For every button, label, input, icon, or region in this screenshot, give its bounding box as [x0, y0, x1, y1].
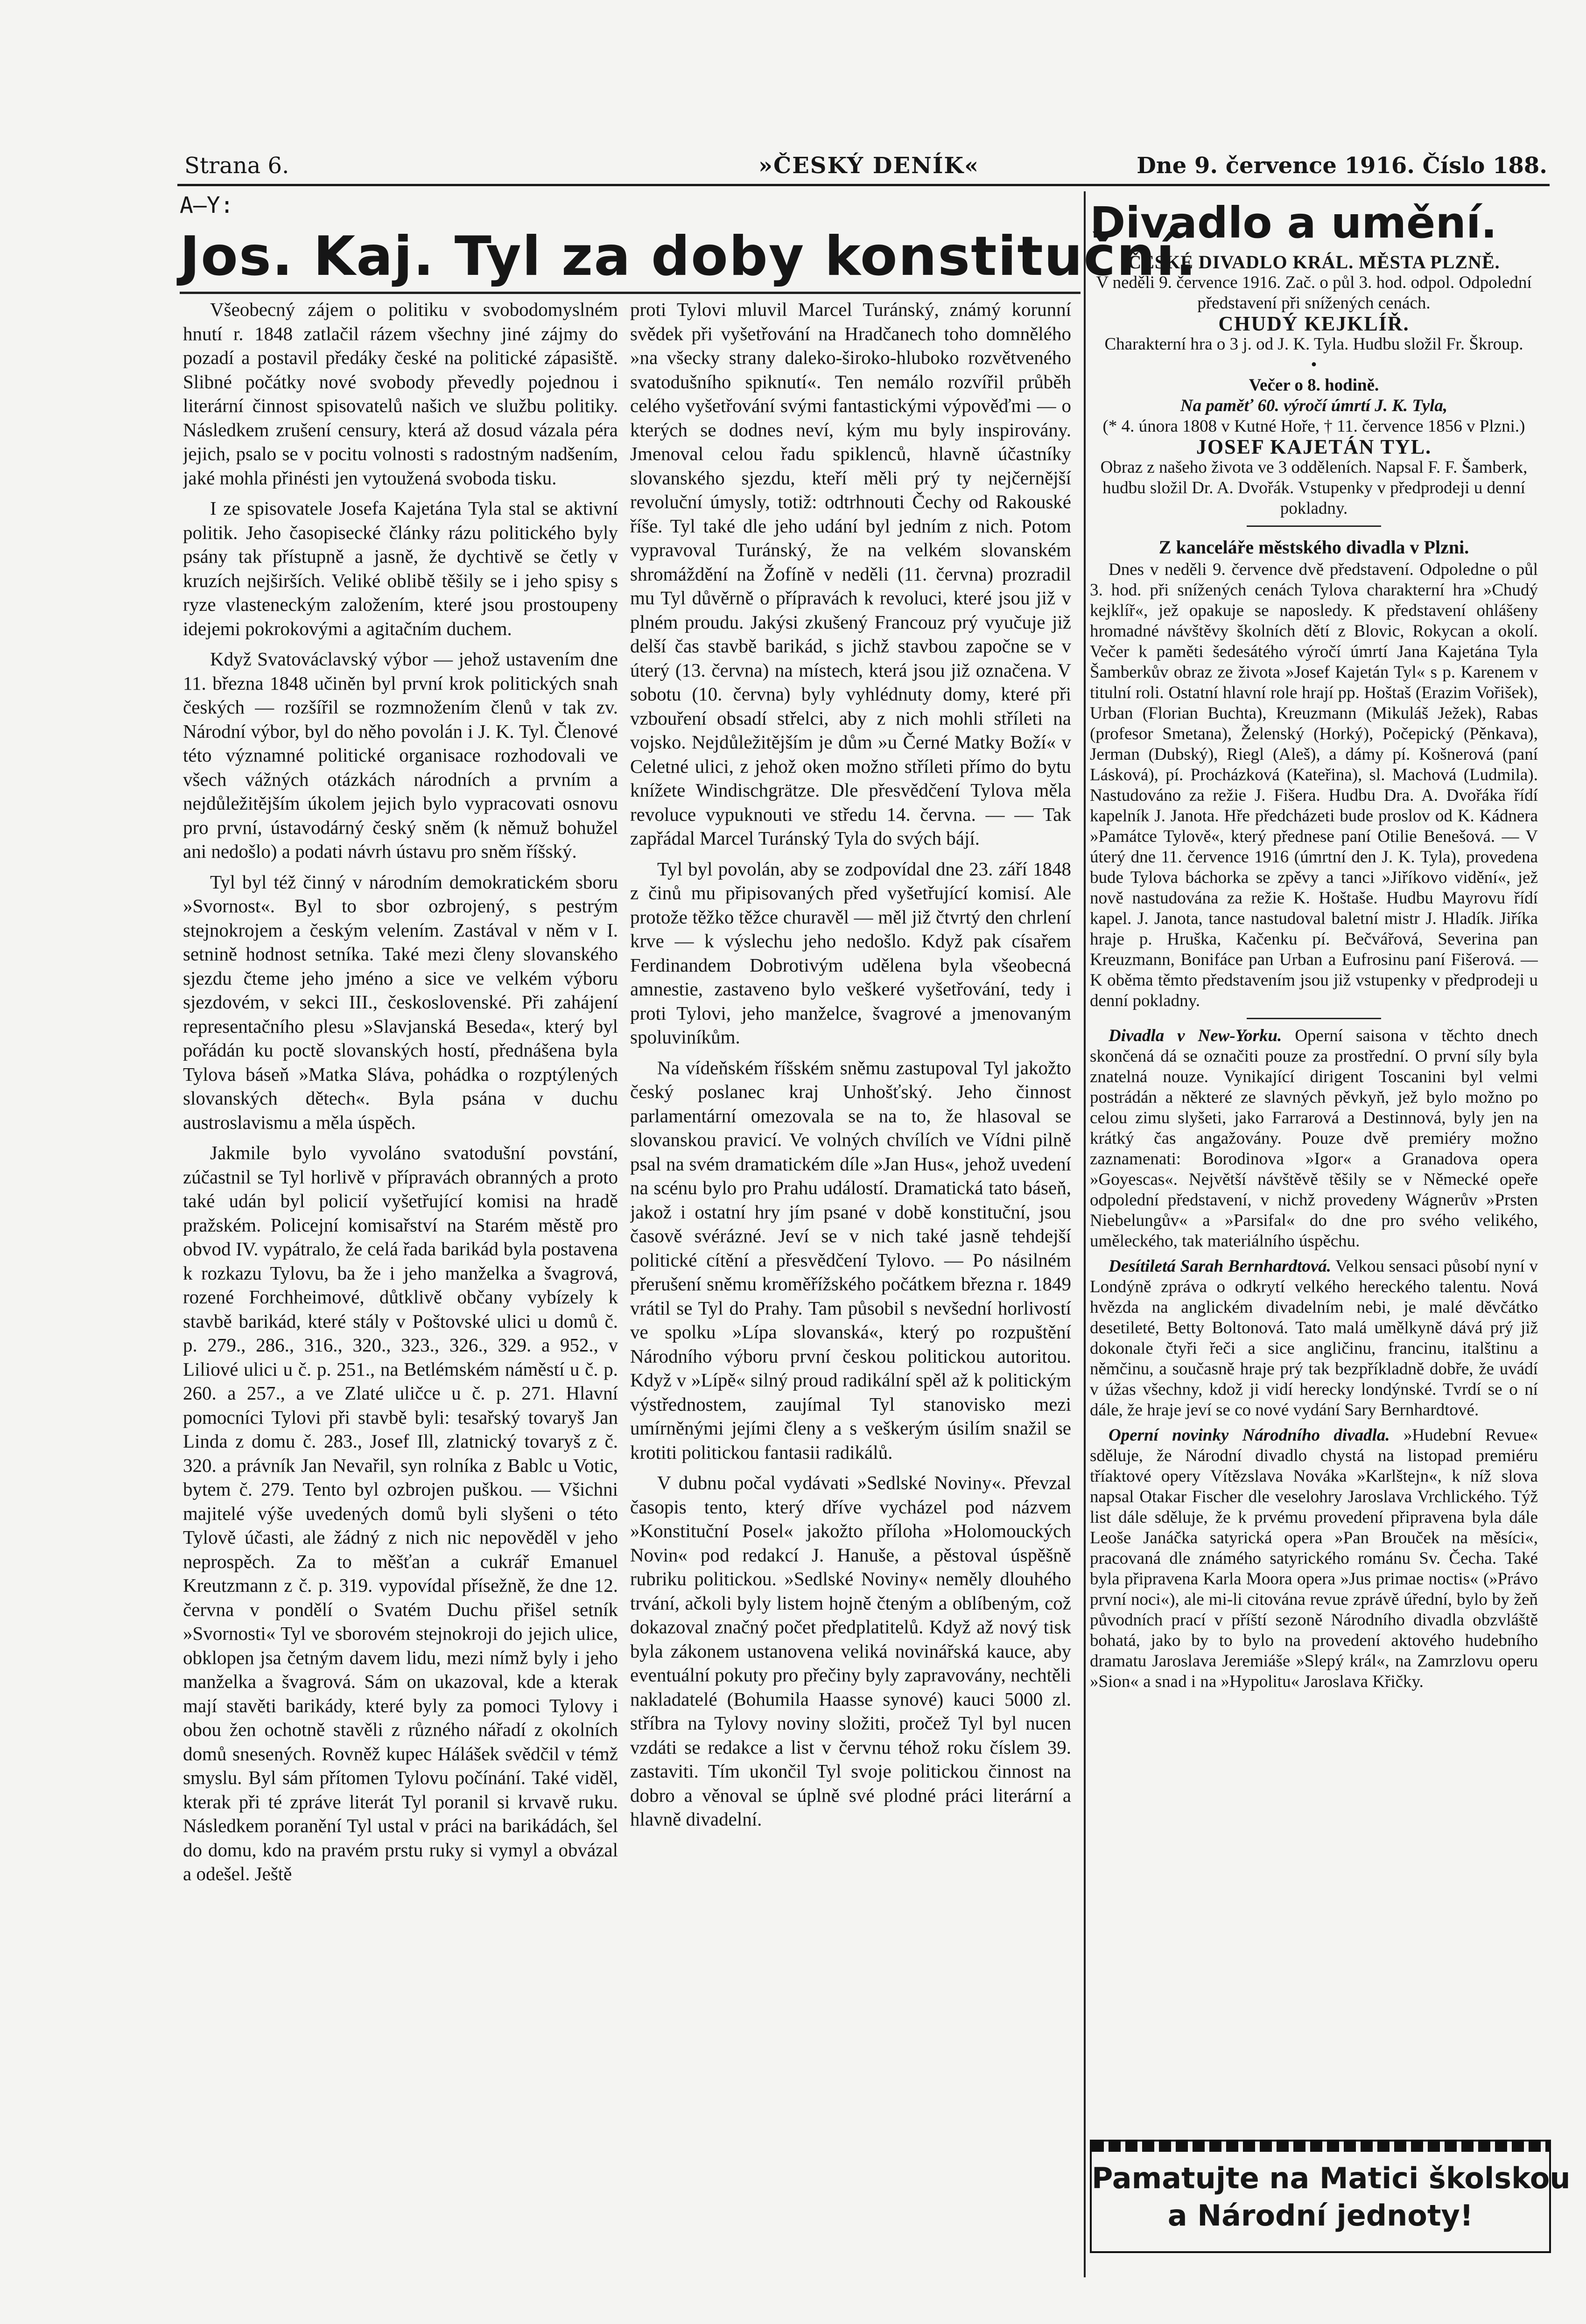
sarah-text: Velkou sensaci působí nyní v Londýně zpráva o odkrytí velkého hereckého talentu. Nová hvězda na anglickém divadelním nebi, je malé děvčátko desetileté, Betty Boltonová. Tato malá umělkyně dává prý již dokonale čtyři řeči a sice angličinu, francinu, italštinu a němčinu, a současně hraje prý tak bezpříkladně dobře, že uvádí v úžas všechny, kdož ji vidí herecky londýnské. Tvrdí se o ní dále, že hraje jeví se co nové vydání Sary Bernhardtové.	[1090, 1257, 1538, 1420]
issue-date: Dne 9. července 1916. Číslo 188.	[1137, 153, 1547, 179]
newspaper-name: »ČESKÝ DENÍK«	[758, 153, 980, 179]
paragraph: V dubnu počal vydávati »Sedlské Noviny«. Převzal časopis tento, který dříve vycházel pod názvem »Konstituční Posel« jakožto příloha »Holomouckých Novin« pod redakcí J. Hanuše, a pěstoval úspěšně rubriku politickou. »Sedlské Noviny« neměly dlouhého trvání, ačkoli byly listem hojně čteným a oblíbeným, což dokazoval značný počet předplatitelů. Když až nový tisk byla zákonem ustanovena veliká novinářská kauce, aby eventuální pokuty pro přečiny byly zapravovány, nechtěli nakladatelé (Bohumila Haasse synové) kauci 5000 zl. stříbra na Tylovy noviny složiti, pročež Tyl byl nucen vzdáti se redakce a list v červnu téhož roku číslem 39. zastaviti. Tím ukončil Tyl svoje politickou činnost na dobro a věnoval se úplně své plodné práci literární a hlavně divadelní.	[630, 1472, 1071, 1830]
sarah-notice	[1090, 1256, 1538, 1421]
culture-column	[1090, 252, 1538, 2025]
opera-text: »Hudební Revue« sděluje, že Národní divadlo chystá na listopad premiéru tříaktové opery Vítězslava Nováka »Karlštejn«, k níž slova napsal Otakar Fischer dle veselohry Jaroslava Vrchlického. Týž list dále sděluje, že k prvému provedení připravena byla dále Leoše Janáčka satyrická opera »Pan Brouček na měsíci«, pracovaná dle známého satyrického románu Sv. Čecha. Také byla připravena Karla Moora opera »Jus primae noctis« (»Právo první noci«), ale mi-li citována revue zprávě úřední, bylo by žeň původních prací v příští sezoně Národního divadla obzvláště bohatá, jako by to bylo na provedení aktového hudebního dramatu Jaroslava Jeremiáše »Slepý král«, na Zamrzlovu operu »Sion« a snad i na »Hypolitu« Jaroslava Křičky.	[1090, 1426, 1538, 1691]
play-title: CHUDÝ KEJKLÍŘ.	[1218, 312, 1410, 335]
paragraph: Všeobecný zájem o politiku v svobodomyslném hnutí r. 1848 zatlačil rázem všechny jiné zájmy do pozadí a postavil předáky české na politické zápasiště. Slibné počátky nové svobody převedly pojednou i literární činnost spisovatelů našich ve službu politiky. Následkem zrušení censury, která až dosud vázala péra jejich, psalo se v pocitu volnosti s radostným nadšením, jaké mohla přinésti jen vytoužená svoboda tisku.	[183, 299, 618, 489]
culture-section-title: Divadlo a umění.	[1090, 198, 1497, 248]
office-text: Dnes v neděli 9. července dvě představení. Odpoledne o půl 3. hod. při snížených cenách Tylova charakterní hra »Chudý kejklíř«, jež opakuje se naposledy. K představení ohlášeny hromadné návštěvy školních dětí z Blovic, Rokycan a okolí. Večer k paměti šedesátého výročí úmrtí Jana Kajetána Tyla Šamberkův obraz ze života »Josef Kajetán Tyl« s p. Karenem v titulní roli. Ostatní hlavní role hrají pp. Hoštaš (Erazim Vořišek), Urban (Florian Buchta), Kreuzmann (Mikuláš Ježek), Rabas (profesor Smetana), Želenský (Horký), Počepický (Pěnkava), Jerman (Dubský), Riegl (Aleš), a dámy pí. Košnerová (paní Lásková), pí. Procházková (Kateřina), sl. Machová (Ludmila). Nastudováno za režie J. Fišera. Hudbu Dra. A. Dvořáka řídí kapelník J. Janota. Hře předcházeti bude proslov od K. Kádnera »Památce Tylově«, který přednese paní Otilie Benešová. — V úterý dne 11. července 1916 (úmrtní den J. K. Tyla), provedena bude Tylova báchorka se zpěvy a tanci »Jiříkovo vidění«, jež nově nastudována za režie K. Hoštaše. Hudbu Mayrovu řídí kapel. J. Janota, tance nastudoval baletní mistr J. Hladík. Jiříka hraje p. Hruška, Kačenku pí. Bečvářová, Severina pan Kreuzmann, Bonifáce pan Urban a Eufrosinu paní Fišerová. — K oběma těmto představením jsou již vstupenky v předprodeji u denní pokladny.	[1090, 560, 1538, 1010]
page-number: Strana 6.	[184, 153, 289, 179]
title-rule	[180, 292, 1081, 294]
separator	[1247, 525, 1381, 527]
paragraph: Když Svatováclavský výbor — jehož ustavením dne 11. března 1848 učiněn byl první krok politických snah českých — rozšířil se rozmnožením členů v tak zv. Národní výbor, byl do něho povolán i J. K. Tyl. Členové této významné politické organisace rozhodovali ve všech vážných otázkách národních a prvním a nejdůležitějším úkolem jejich bylo vypracovati osnovu pro první, ústavodárný český sněm (k němuž bohužel ani nedošlo) a podati návrh ústavu pro sněm říšský.	[183, 648, 618, 862]
article-byline: A—Y:	[180, 192, 234, 218]
banner-border-ornament	[1092, 2142, 1549, 2152]
banner-line-1: Pamatujte na Matici školskou	[1092, 2161, 1571, 2195]
newyork-text: Operní saisona v těchto dnech skončená dá se označiti pouze za prostřední. O první síly byla znatelná nouze. Vynikající dirigent Toscanini byl velmi postrádán a některé ze slavných pěvkyň, jež bylo možno po celou zimu slyšeti, jako Farrarová a Destinnová, byly jen na krátký čas angažovány. Pouze dvě premiéry možno zaznamenati: Borodinova »Igor« a Granadova opera »Goyescas«. Největší návštěvě těšily se v Německé opeře odpolední představení, v nichž provedeny Wágnerův »Prsten Niebelungův« a »Parsifal« do dne pro svého velikého, uměleckého, tak materiálního úspěchu.	[1090, 1026, 1538, 1251]
article-title: Jos. Kaj. Tyl za doby konstituční.	[180, 225, 1197, 288]
paragraph: I ze spisovatele Josefa Kajetána Tyla stal se aktivní politik. Jeho časopisecké články rázu politického byly psány tak přístupně a jasně, že dychtivě se četly v kruzích nejširších. Veliké oblibě těšily se i jeho spisy s ryze vlasteneckým založením, které jsou prostoupeny idejemi pokrokovými a agitačním duchem.	[183, 497, 618, 639]
article-column-1	[183, 298, 618, 2279]
newyork-heading: Divadla v New-Yorku.	[1109, 1026, 1282, 1045]
paragraph: Tyl byl povolán, aby se zodpovídal dne 23. září 1848 z činů mu připisovaných před vyšetřující komisí. Ale protože těžko těžce churavěl — měl již čtvrtý den chrlení krve — k výslechu jeho nedošlo. Když pak císařem Ferdinandem Dobrotivým udělena byla všeobecná amnestie, zastaveno bylo veškeré vyšetřování, tedy i proti Tylovi, jeho manželce, švagrové a jmenovaným spoluviníkům.	[630, 858, 1071, 1048]
play-title: JOSEF KAJETÁN TYL.	[1196, 435, 1432, 458]
article-column-2	[630, 298, 1071, 2279]
play-description: Obraz z našeho života ve 3 odděleních. Napsal F. F. Šamberk, hudbu složil Dr. A. Dvořák. Vstupenky v předprodeji u denní pokladny.	[1100, 458, 1528, 518]
play-description: Charakterní hra o 3 j. od J. K. Tyla. Hudbu složil Fr. Škroup.	[1104, 335, 1523, 354]
paragraph: Na vídeňském říšském sněmu zastupoval Tyl jakožto český poslanec kraj Unhošťský. Jeho činnost parlamentární omezovala se na to, že hlasoval se slovanskou pravicí. Ve volných chvílích ve Vídni pilně psal na svém dramatickém díle »Jan Hus«, jehož uvedení na scénu bylo pro Prahu událostí. Dramatická tato báseň, jakož i ostatní hry jím psané v době konstituční, jsou časově svérázné. Jeví se v nich také jasně tehdejší politické cítění a přesvědčení Tylovo. — Po násilném přerušení sněmu kroměřížského počátkem března r. 1849 vrátil se Tyl do Prahy. Tam působil s nevšední horlivostí ve spolku »Lípa slovanská«, který po rozpuštění Národního výboru první českou politickou autoritou. Když v »Lípě« silný proud radikální spěl až k politickým výstřednostem, zaujímal Tyl stanovisko mezi umírněnými jejími členy a s veškerým úsilím snažil se krotiti politickou fantasii radikálů.	[630, 1057, 1071, 1463]
opera-notice	[1090, 1425, 1538, 1692]
banner-line-2: a Národní jednoty!	[1167, 2198, 1474, 2233]
theatre-name: ČESKÉ DIVADLO KRÁL. MĚSTA PLZNĚ.	[1128, 252, 1500, 273]
newyork-notice	[1090, 1026, 1538, 1252]
bullet-ornament: •	[1311, 355, 1317, 374]
life-dates: (* 4. února 1808 v Kutné Hoře, † 11. července 1856 v Plzni.)	[1102, 417, 1525, 436]
paragraph: Jakmile bylo vyvoláno svatodušní povstání, zúčastnil se Tyl horlivě v přípravách obranných a proto také udán byl policií vyšetřující komisi na hradě pražském. Policejní komisařství na Starém městě pro obvod IV. vypátralo, že celá řada barikád byla postavena k rozkazu Tylovu, ba že i jeho manželka a švagrová, rozené Forchheimové, důtklivě občany vybízely k stavbě barikád, které stály v Poštovské ulici u domů č. p. 279., 286., 316., 320., 323., 326., 329. a 952., v Liliové ulici u č. p. 251., na Betlémském náměstí u č. p. 260. a 257., a ve Zlaté uličce u č. p. 271. Hlavní pomocníci Tylovi při stavbě byli: tesařský tovaryš Jan Linda z domu č. 283., Josef Ill, zlatnický tovaryš z č. 320. a právník Jan Nevařil, syn rolníka z Bablc u Votic, bytem č. 279. Tento byl ozbrojen puškou. — Všichni majitelé výše uvedených domů byli slyšeni o této Tylově účasti, ale žádný z nich nic nepověděl v jeho neprospěch. Za to měšťan a cukrář Emanuel Kreutzmann z č. p. 319. vypovídal přísežně, že dne 12. června v pondělí o Svatém Duchu přišel setník »Svornosti« Tyl ve sborovém stejnokroji do jejich ulice, obklopen jsa četným davem lidu, mezi nímž byly i jeho manželka a švagrová. Sám on ukazoval, kde a kterak mají stavěti barikády, které byly za pomoci Tylovy i obou žen ochotně stavěli z různého nářadí z okolních domů snesených. Rovněž kupec Hálášek svědčil v témž smyslu. Byl sám přítomen Tylovu počínání. Také viděl, kterak při té zpráve literát Tyl poranil si krvavě ruku. Následkem poranění Tyl ustal v práci na barikádách, šel do domu, kdo na pravém prstu ruky si vymyl a obvázal a odešel. Ještě	[183, 1142, 618, 1884]
separator	[1247, 1018, 1381, 1019]
program-afternoon: V neděli 9. července 1916. Zač. o půl 3. hod. odpol. Odpolední představení při snížených cenách.	[1096, 273, 1532, 313]
header-rule	[177, 184, 1550, 186]
program-evening: Večer o 8. hodině.	[1249, 376, 1379, 395]
column-divider	[1084, 191, 1086, 2277]
memorial-line: Na paměť 60. výročí úmrtí J. K. Tyla,	[1180, 396, 1448, 415]
running-head	[184, 149, 1547, 182]
opera-heading: Operní novinky Národního divadla.	[1109, 1426, 1390, 1445]
office-heading: Z kanceláře městského divadla v Plzni.	[1158, 537, 1469, 558]
paragraph: proti Tylovi mluvil Marcel Turánský, známý korunní svědek při vyšetřování na Hradčanech toho domnělého »na všecky strany daleko-široko-hluboko rozvětveného svatodušního spiknutí«. Ten nemálo rozvířil průběh celého vyšetřování svými fantastickými výpověďmi — o kterých se dodnes neví, kým mu byly inspirovány. Jmenoval celou řadu spiklenců, hlavně účastníky slovanského sjezdu, kteří měli prý ty nejčernější revoluční úmysly, totiž: odtrhnouti Čechy od Rakouské říše. Tyl také dle jeho udání byl jedním z nich. Potom vypravoval Turánský, že na velkém slovanském shromáždění na Žofíně v neděli (11. června) prozradil mu Tyl důvěrně o přípravách k revoluci, které jsou již v plném proudu. Jakýsi zkušený Francouz prý vyučuje již delší čas stavbě barikád, s jichž stavbou započne se v úterý (13. června) na místech, která jsou již označena. V sobotu (10. června) byly vyhlédnuty domy, které při vzbouření obsadí střelci, aby z nich mohli stříleti na vojsko. Nejdůležitějším je dům »u Černé Matky Boží« v Celetné ulici, z jehož oken možno stříleti přímo do bytu knížete Windischgrätze. Dle přesvědčení Tylova měla revoluce vypuknouti ve středu 14. června. — — Tak zapřádal Marcel Turánský Tyla do svých bájí.	[630, 299, 1071, 849]
paragraph: Tyl byl též činný v národním demokratickém sboru »Svornost«. Byl to sbor ozbrojený, s pestrým stejnokrojem a českým velením. Zastával v něm v I. setnině hodnost setníka. Také mezi členy slovanského sjezdu čteme jeho jméno a sice ve velkém výboru sjezdovém, v sekci III., československé. Při zahájení representačního plesu »Slavjanská Beseda«, který byl pořádán ku poctě slovanských hostí, přednášena byla Tylova báseň »Matka Sláva, pohádka o rozptýlených slovanských dětech«. Byla psána v duchu austroslavismu a měla úspěch.	[183, 871, 618, 1133]
advert-banner	[1090, 2140, 1571, 2253]
sarah-heading: Desítiletá Sarah Bernhardtová.	[1109, 1257, 1332, 1276]
